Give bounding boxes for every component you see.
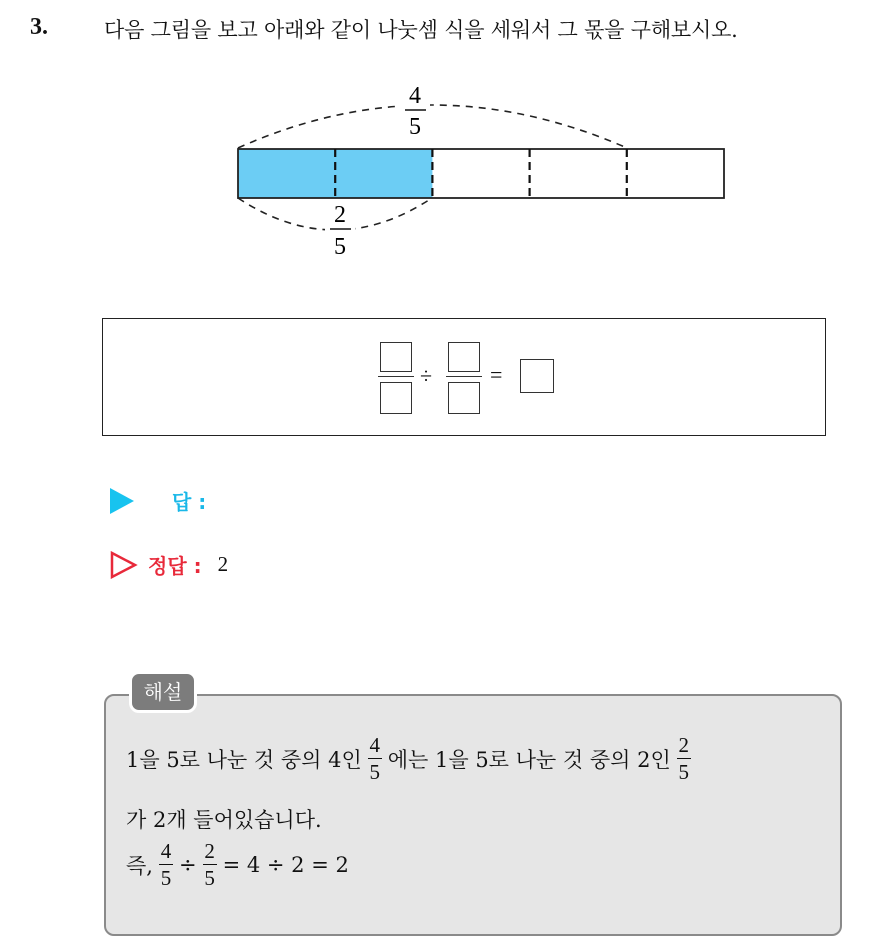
fraction-numerator: 2: [678, 733, 689, 757]
equals-sign: =: [490, 362, 503, 387]
explanation-line-1b: 에는 1을 5로 나눈 것 중의 2인: [387, 747, 671, 772]
quotient-blank[interactable]: [520, 359, 554, 393]
fraction-numerator: 2: [204, 839, 215, 863]
explanation-eq-rest: = 4 ÷ 2 = 2: [222, 852, 349, 877]
fraction-denominator: 5: [204, 866, 215, 891]
bottom-fraction-numerator: 2: [334, 202, 346, 228]
explanation-fraction-two-fifths: [677, 734, 691, 783]
fraction-bar: [238, 149, 724, 198]
question-text: 다음 그림을 보고 아래와 같이 나눗셈 식을 세워서 그 몫을 구해보시오.: [104, 18, 738, 42]
fraction-bar: [203, 864, 217, 865]
divisor-denominator-blank[interactable]: [448, 382, 480, 414]
fraction-numerator: 4: [369, 733, 380, 757]
explanation-eq-fraction-1: [159, 840, 173, 889]
answer-marker-icon: [110, 488, 134, 514]
divide-sign: ÷: [420, 363, 433, 388]
dividend-denominator-blank[interactable]: [380, 382, 412, 414]
explanation-line-3-prefix: 즉,: [126, 853, 153, 878]
fraction-bar: [677, 758, 691, 759]
explanation-line-1: [126, 734, 697, 783]
divisor-numerator-blank[interactable]: [448, 342, 480, 372]
top-fraction-numerator: 4: [409, 83, 421, 109]
explanation-title: 해설: [129, 671, 197, 713]
answer-label: 답 :: [172, 490, 207, 514]
fraction-denominator: 5: [678, 760, 689, 785]
fraction-bar: [368, 758, 382, 759]
fraction-numerator: 4: [160, 839, 172, 863]
correct-answer-row: [110, 550, 228, 579]
dividend-fraction-bar: [378, 376, 414, 377]
explanation-eq-divide: ÷: [178, 852, 197, 877]
correct-marker-icon: [110, 551, 138, 579]
fraction-denominator: 5: [160, 866, 172, 891]
top-fraction-denominator: 5: [409, 114, 421, 140]
correct-answer-label: 정답 :: [148, 554, 202, 578]
question-number: 3.: [30, 14, 48, 40]
division-equation: [378, 340, 558, 420]
top-arc: [238, 105, 627, 148]
bottom-fraction-denominator: 5: [334, 234, 346, 260]
dividend-numerator-blank[interactable]: [380, 342, 412, 372]
explanation-line-2: 가 2개 들어있습니다.: [126, 808, 322, 832]
correct-answer-value: 2: [217, 552, 229, 576]
fraction-bar-figure: [0, 0, 884, 300]
explanation-fraction-four-fifths: [368, 734, 382, 783]
fraction-bar: [159, 864, 173, 865]
explanation-line-3: [126, 840, 349, 889]
divisor-fraction-bar: [446, 376, 482, 377]
explanation-eq-fraction-2: [203, 840, 217, 889]
answer-row: [110, 486, 220, 515]
explanation-line-1a: 1을 5로 나눈 것 중의 4인: [126, 747, 362, 772]
fraction-denominator: 5: [369, 760, 380, 785]
